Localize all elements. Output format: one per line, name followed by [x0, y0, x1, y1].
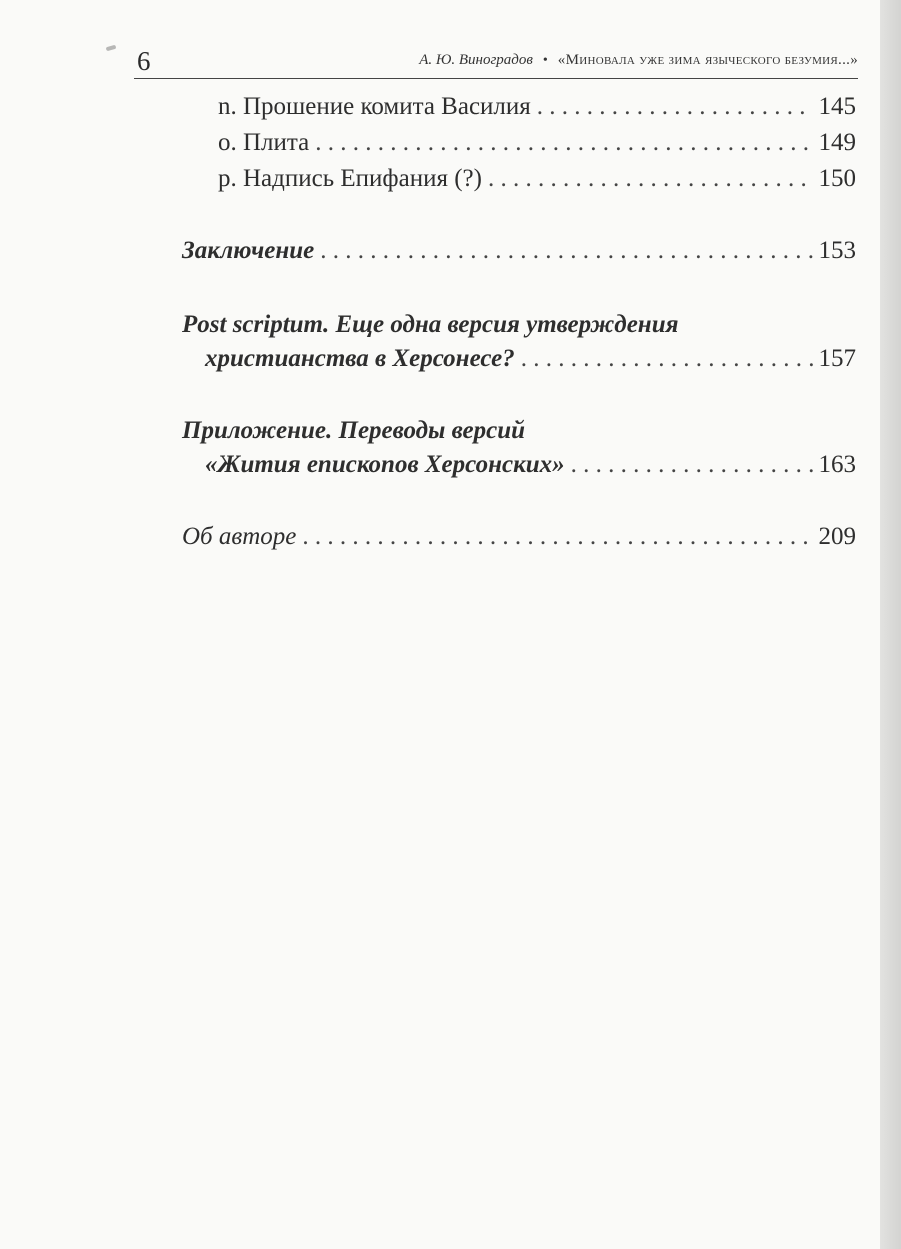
toc-entry-page: 153 [818, 237, 856, 264]
toc-entry-n[interactable] [218, 90, 856, 124]
toc-entry-label: Заключение [182, 237, 315, 264]
toc-entry-about-author[interactable] [182, 520, 856, 554]
running-head-author: А. Ю. Виноградов [419, 52, 533, 68]
toc-entry-label: p. Надпись Епифания (?) [218, 165, 482, 192]
toc-entry-label: n. Прошение комита Василия [218, 93, 531, 120]
toc-entry-label: «Жития епископов Херсонских» [205, 451, 565, 478]
toc-entry-label: Об авторе [182, 523, 297, 550]
toc-entry-p[interactable] [218, 162, 856, 196]
toc-entry-post-scriptum[interactable] [205, 342, 856, 376]
toc-entry-conclusion[interactable] [182, 234, 856, 268]
toc-leader-dots [521, 342, 813, 376]
toc-entry-label: o. Плита [218, 129, 310, 156]
toc-entry-appendix[interactable] [205, 448, 856, 482]
toc-entry-label: христианства в Херсонесе? [205, 345, 515, 372]
page-header [134, 44, 858, 79]
smudge-mark [106, 45, 117, 51]
running-head-bullet: • [542, 53, 548, 68]
toc-leader-dots [571, 448, 813, 482]
toc-leader-dots [537, 90, 813, 124]
running-head-book-title: «Миновала уже зима языческого безумия...» [557, 52, 858, 68]
page-edge [880, 0, 901, 1249]
toc-entry-o[interactable] [218, 126, 856, 160]
toc-entry-page: 163 [818, 451, 856, 478]
running-head [419, 52, 858, 69]
toc-entry-page: 145 [818, 93, 856, 120]
toc-leader-dots [302, 520, 812, 554]
toc-leader-dots [320, 234, 812, 268]
toc-entry-page: 150 [818, 165, 856, 192]
toc-entry-page: 157 [818, 345, 856, 372]
page-number: 6 [137, 46, 151, 76]
toc-leader-dots [315, 126, 812, 160]
toc-appendix-line1[interactable]: Приложение. Переводы версий [182, 417, 526, 444]
toc-leader-dots [488, 162, 813, 196]
toc-entry-page: 209 [818, 523, 856, 550]
toc-post-scriptum-line1[interactable]: Post scriptum. Еще одна версия утверждения [182, 311, 679, 338]
toc-entry-page: 149 [818, 129, 856, 156]
